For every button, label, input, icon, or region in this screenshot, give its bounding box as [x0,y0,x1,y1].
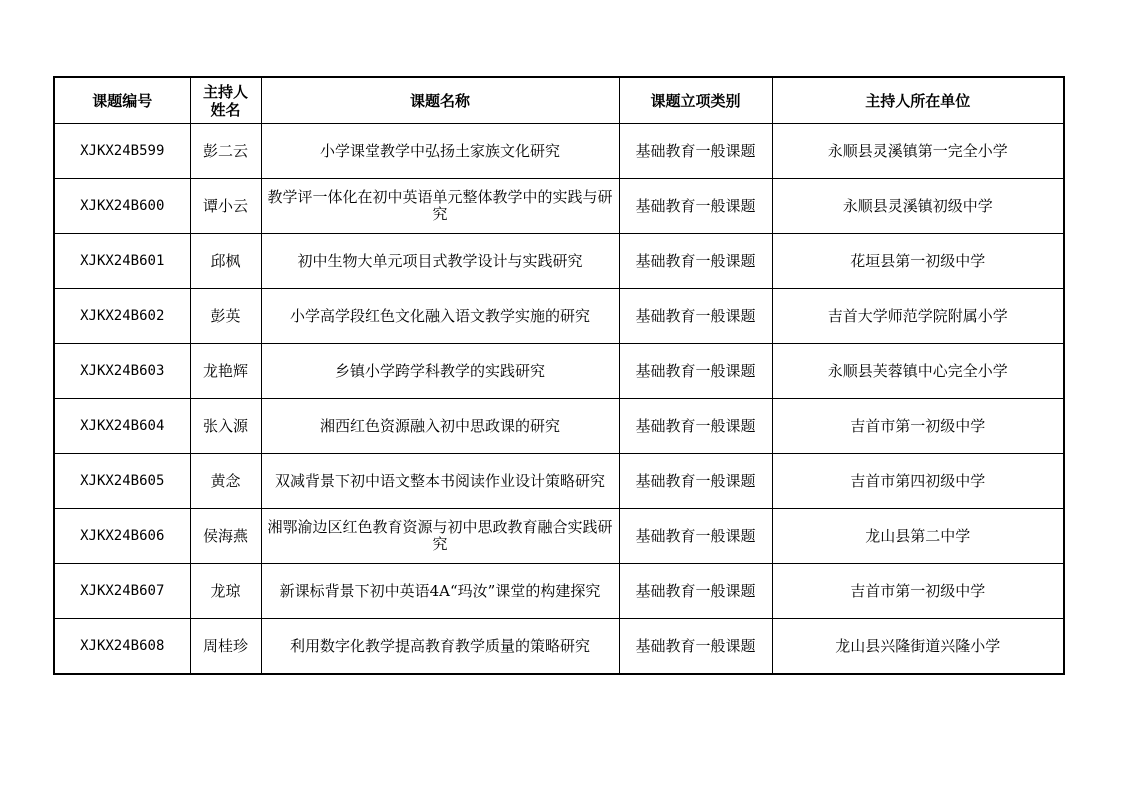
table-row [54,344,1064,399]
table-header [54,77,1064,124]
header-row [54,77,1064,124]
table-row [54,509,1064,564]
cell-unit: 花垣县第一初级中学 [772,234,1064,289]
cell-category: 基础教育一般课题 [619,234,772,289]
cell-unit: 吉首市第四初级中学 [772,454,1064,509]
cell-title: 湘西红色资源融入初中思政课的研究 [261,399,619,454]
header-host: 主持人 姓名 [190,77,261,124]
cell-unit: 龙山县第二中学 [772,509,1064,564]
table-row [54,179,1064,234]
cell-host: 侯海燕 [190,509,261,564]
cell-category: 基础教育一般课题 [619,289,772,344]
cell-title: 湘鄂渝边区红色教育资源与初中思政教育融合实践研究 [261,509,619,564]
table-row [54,564,1064,619]
header-unit: 主持人所在单位 [772,77,1064,124]
cell-code: XJKX24B606 [54,509,190,564]
cell-code: XJKX24B602 [54,289,190,344]
cell-code: XJKX24B600 [54,179,190,234]
cell-code: XJKX24B608 [54,619,190,675]
cell-title: 小学课堂教学中弘扬土家族文化研究 [261,124,619,179]
cell-unit: 吉首大学师范学院附属小学 [772,289,1064,344]
table-row [54,289,1064,344]
cell-category: 基础教育一般课题 [619,619,772,675]
cell-host: 龙琼 [190,564,261,619]
cell-unit: 永顺县灵溪镇初级中学 [772,179,1064,234]
table-row [54,124,1064,179]
cell-code: XJKX24B599 [54,124,190,179]
cell-host: 谭小云 [190,179,261,234]
cell-host: 彭英 [190,289,261,344]
cell-host: 邱枫 [190,234,261,289]
table-row [54,454,1064,509]
cell-host: 张入源 [190,399,261,454]
cell-code: XJKX24B607 [54,564,190,619]
cell-category: 基础教育一般课题 [619,179,772,234]
cell-category: 基础教育一般课题 [619,399,772,454]
header-category: 课题立项类别 [619,77,772,124]
table-row [54,234,1064,289]
project-table [53,76,1065,675]
header-code: 课题编号 [54,77,190,124]
cell-title: 双减背景下初中语文整本书阅读作业设计策略研究 [261,454,619,509]
cell-code: XJKX24B604 [54,399,190,454]
cell-code: XJKX24B605 [54,454,190,509]
cell-code: XJKX24B603 [54,344,190,399]
cell-host: 彭二云 [190,124,261,179]
cell-category: 基础教育一般课题 [619,564,772,619]
cell-category: 基础教育一般课题 [619,124,772,179]
cell-host: 周桂珍 [190,619,261,675]
cell-host: 黄念 [190,454,261,509]
cell-title: 教学评一体化在初中英语单元整体教学中的实践与研究 [261,179,619,234]
cell-unit: 吉首市第一初级中学 [772,564,1064,619]
cell-title: 初中生物大单元项目式教学设计与实践研究 [261,234,619,289]
cell-unit: 吉首市第一初级中学 [772,399,1064,454]
cell-title: 利用数字化教学提高教育教学质量的策略研究 [261,619,619,675]
table-body [54,124,1064,675]
cell-category: 基础教育一般课题 [619,344,772,399]
cell-category: 基础教育一般课题 [619,509,772,564]
cell-unit: 龙山县兴隆街道兴隆小学 [772,619,1064,675]
header-title: 课题名称 [261,77,619,124]
cell-title: 小学高学段红色文化融入语文教学实施的研究 [261,289,619,344]
table-row [54,619,1064,675]
cell-code: XJKX24B601 [54,234,190,289]
cell-host: 龙艳辉 [190,344,261,399]
table-row [54,399,1064,454]
cell-category: 基础教育一般课题 [619,454,772,509]
cell-unit: 永顺县芙蓉镇中心完全小学 [772,344,1064,399]
cell-title: 新课标背景下初中英语4A“玛汝”课堂的构建探究 [261,564,619,619]
cell-title: 乡镇小学跨学科教学的实践研究 [261,344,619,399]
cell-unit: 永顺县灵溪镇第一完全小学 [772,124,1064,179]
